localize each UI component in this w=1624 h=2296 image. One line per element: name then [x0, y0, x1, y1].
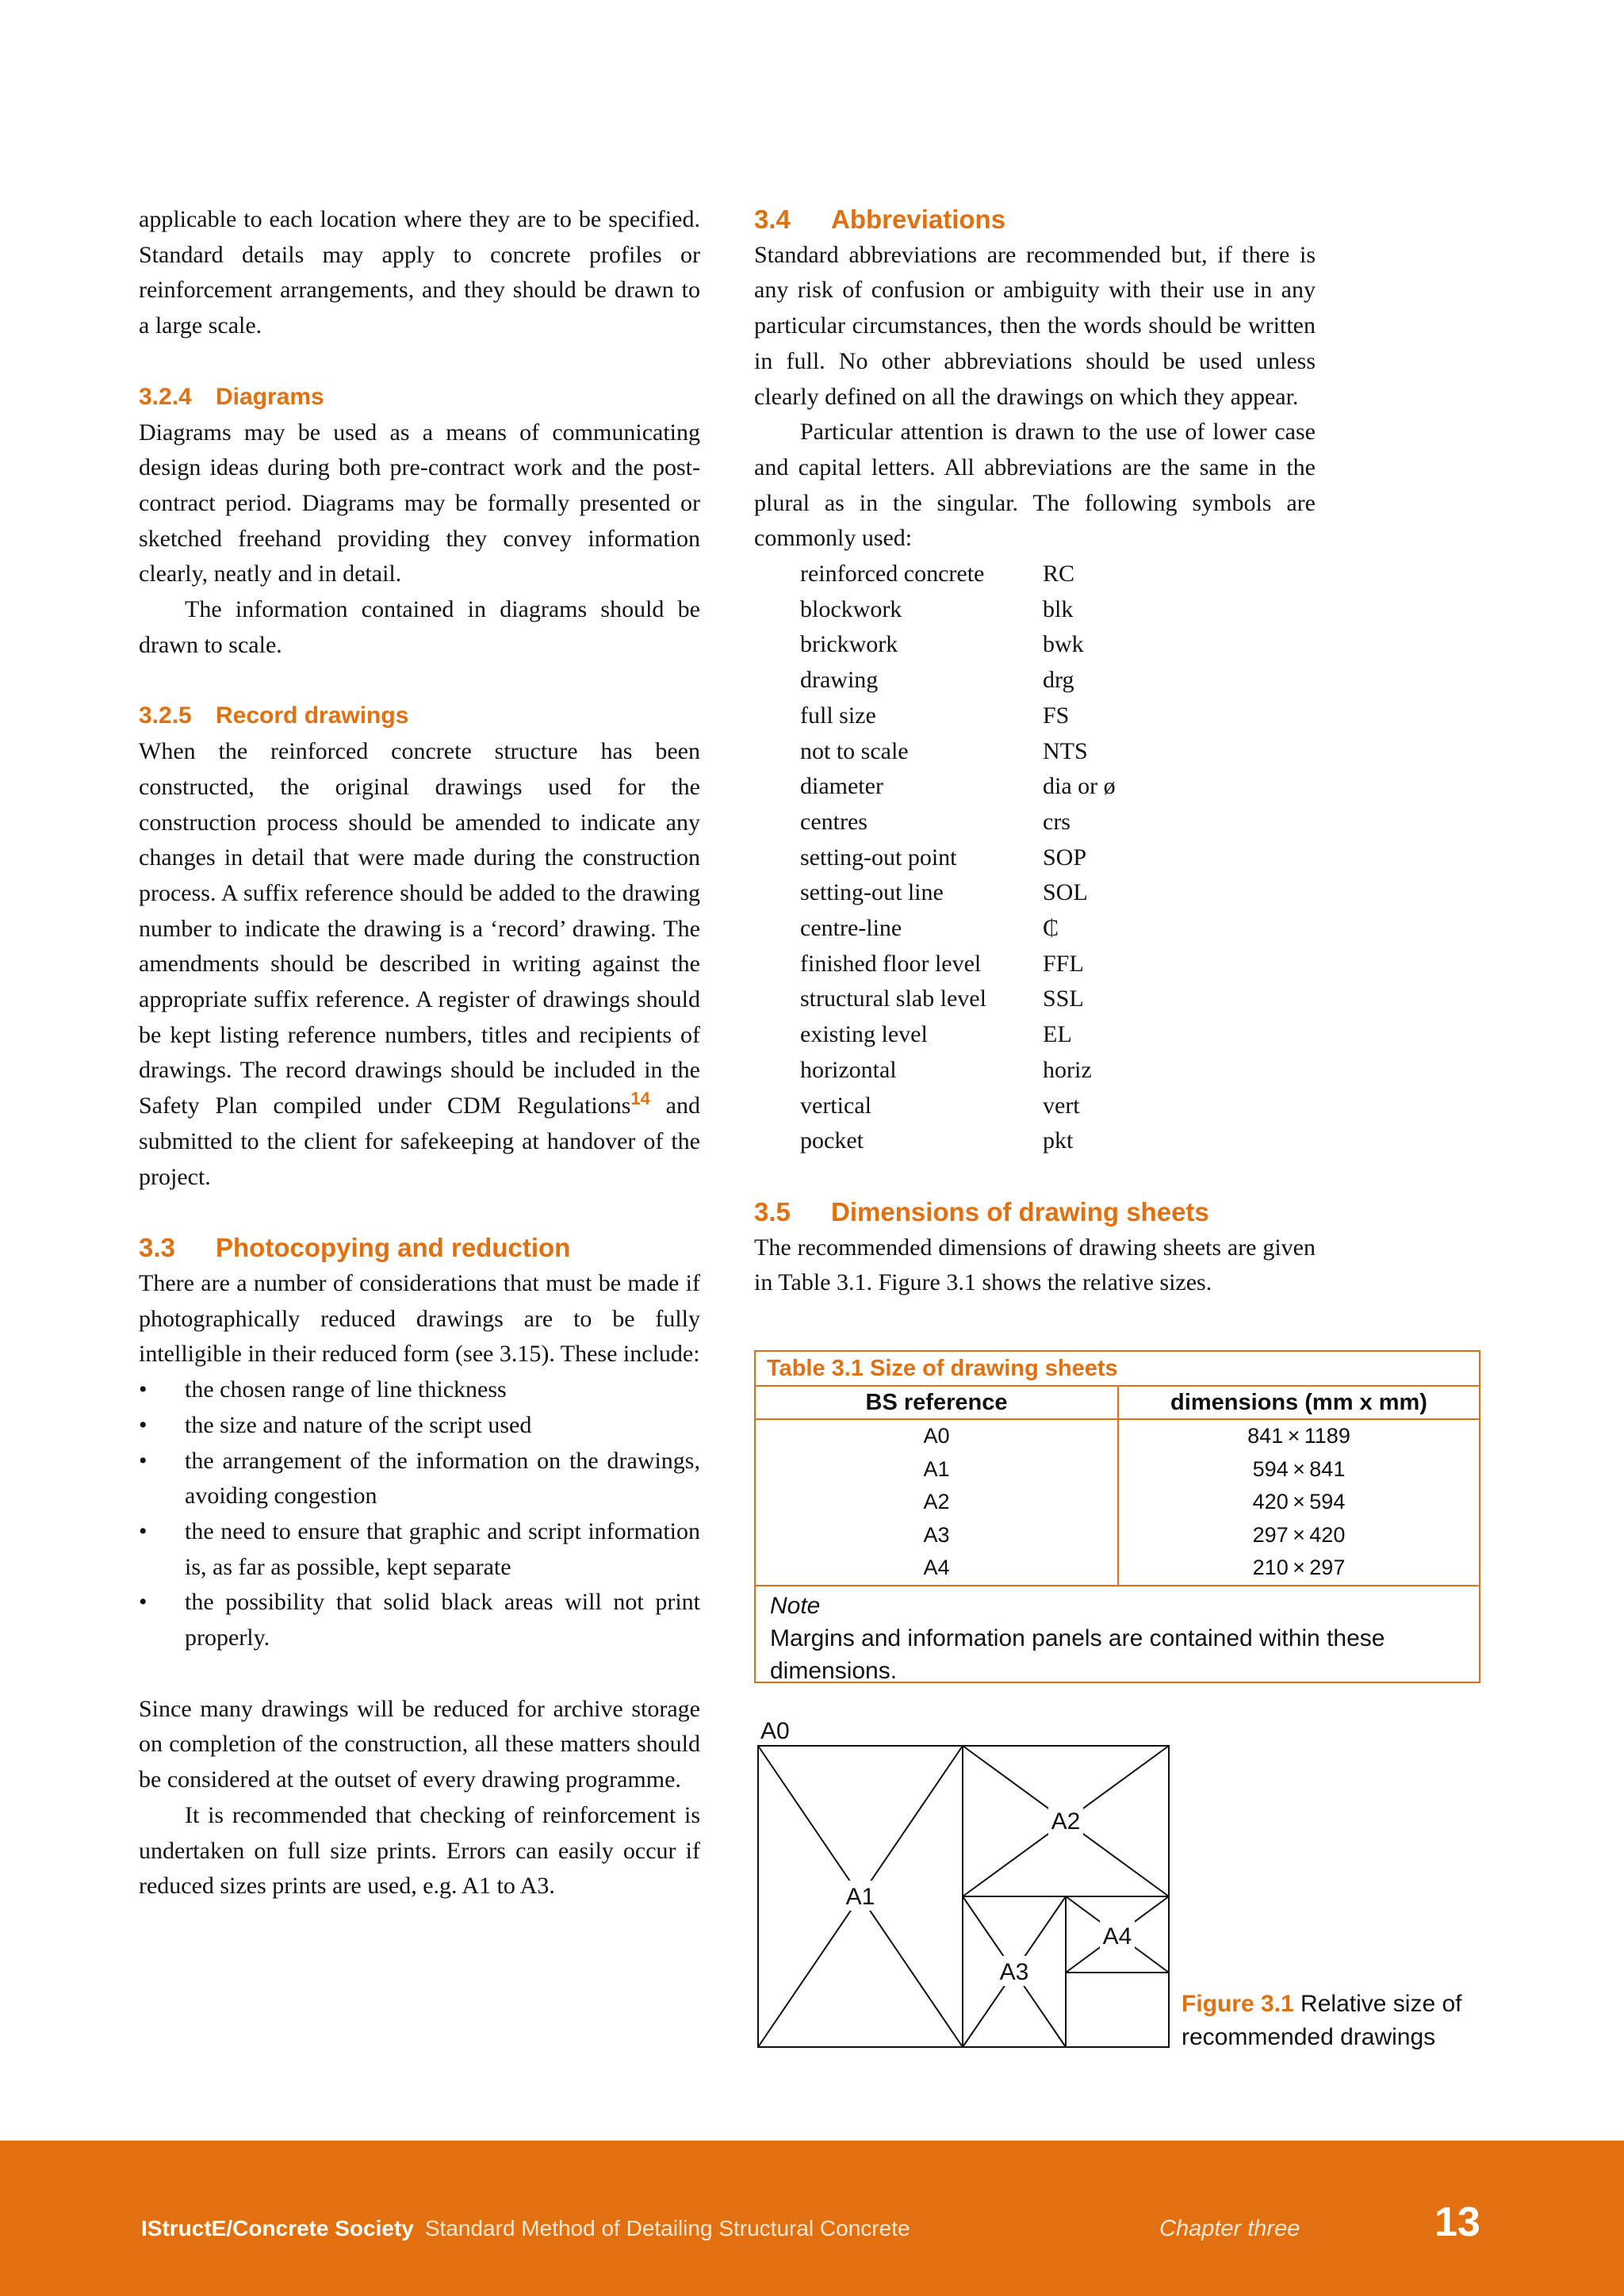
abbreviation-value: bwk — [1043, 631, 1084, 658]
abbreviation-row — [754, 557, 1316, 592]
abbreviation-value: horiz — [1043, 1056, 1092, 1083]
photocopying-paragraph-3: It is recommended that checking of reinforcement is undertaken on full size prints. Errors can easily occur if reduced sizes prints are used, e.g. A1 to A3. — [139, 1801, 700, 1900]
drawing-sheet-size-table — [754, 1350, 1480, 1683]
abbreviation-row — [754, 627, 1316, 663]
abbreviation-term: brickwork — [800, 631, 898, 658]
abbreviation-value: EL — [1043, 1021, 1072, 1048]
diagrams-paragraph-1: Diagrams may be used as a means of communicating design ideas during both pre-contract work and the post-contract period. Diagrams may be formally presented or sketched freehand providing they convey information clearly, neatly and in detail. — [139, 419, 700, 587]
a2-label: A2 — [1051, 1808, 1081, 1835]
abbreviation-value: pkt — [1043, 1127, 1074, 1154]
centre-line-icon: ₵ — [1043, 915, 1059, 942]
section-3-4-heading — [754, 202, 1316, 238]
abbreviation-term: pocket — [800, 1127, 864, 1154]
table-title: Table 3.1 Size of drawing sheets — [756, 1352, 1479, 1387]
footer-organisation: IStructE/Concrete Society — [141, 2216, 414, 2241]
list-item — [139, 1408, 700, 1444]
abbreviation-term: existing level — [800, 1021, 928, 1048]
abbreviation-term: blockwork — [800, 595, 902, 622]
table-cell: A4 — [923, 1556, 950, 1579]
list-item-text: the possibility that solid black areas will not print properly. — [185, 1589, 700, 1651]
bullet-icon: • — [139, 1589, 147, 1616]
abbreviation-term: drawing — [800, 667, 879, 694]
abbreviation-value: SOP — [1043, 844, 1087, 871]
abbreviation-row — [754, 947, 1316, 982]
section-3-2-4-heading — [139, 380, 700, 415]
diagrams-paragraph-2: The information contained in diagrams should be drawn to scale. — [139, 596, 700, 658]
table-note-text: Margins and information panels are contained within these dimensions. — [770, 1624, 1385, 1684]
abbreviation-value: blk — [1043, 595, 1074, 622]
section-3-5-heading — [754, 1195, 1316, 1230]
a0-label: A0 — [760, 1718, 790, 1744]
abbreviation-term: reinforced concrete — [800, 561, 985, 587]
abbreviations-paragraph-2: Particular attention is drawn to the use of lower case and capital letters. All abbreviations are the same in the plural as in the singular. The following symbols are commonly used: — [754, 419, 1316, 552]
record-drawings-text: When the reinforced concrete structure has been constructed, the original drawings used for the construction process should be amended to indicate any changes in detail that were made during the construction process. A suffix reference should be added to the drawing number to indicate the drawing is a ‘record’ drawing. The amendments should be described in writing against the appropriate suffix reference. A register of drawings should be kept listing reference numbers, titles and recipients of drawings. The record drawings should be included in the Safety Plan compiled under CDM Regulations — [139, 738, 700, 1119]
abbreviation-term: setting-out point — [800, 844, 957, 871]
footer-book-title: Standard Method of Detailing Structural Concrete — [424, 2216, 910, 2241]
dimensions-paragraph: The recommended dimensions of drawing sheets are given in Table 3.1. Figure 3.1 shows the relative sizes. — [754, 1234, 1316, 1296]
table-note — [756, 1586, 1479, 1687]
intro-paragraph: applicable to each location where they are to be specified. Standard details may apply to concrete profiles or reinforcement arrangements, and they should be drawn to a large scale. — [139, 206, 700, 339]
abbreviation-value: dia or ø — [1043, 773, 1116, 800]
table-cell: 841 × 1189 — [1247, 1424, 1350, 1448]
abbreviation-value: vert — [1043, 1092, 1080, 1119]
section-title: Record drawings — [216, 702, 409, 729]
abbreviation-value: SOL — [1043, 879, 1088, 906]
list-item-text: the chosen range of line thickness — [185, 1376, 507, 1403]
abbreviation-row — [754, 1017, 1316, 1053]
list-item-text: the arrangement of the information on the drawings, avoiding congestion — [185, 1447, 700, 1510]
table-header: dimensions (mm x mm) — [1119, 1387, 1479, 1420]
bullet-icon: • — [139, 1376, 147, 1403]
abbreviation-row — [754, 1053, 1316, 1089]
abbreviation-row — [754, 911, 1316, 947]
drawing-sizes-figure — [754, 1712, 1174, 2055]
abbreviation-term: finished floor level — [800, 950, 982, 977]
table-cell: A0 — [923, 1424, 950, 1448]
photocopying-paragraph-1: There are a number of considerations that must be made if photographically reduced drawings are to be fully intelligible in their reduced form (see 3.15). These include: — [139, 1269, 700, 1368]
abbreviation-row — [754, 1123, 1316, 1159]
abbreviation-term: diameter — [800, 773, 883, 800]
abbreviation-row — [754, 875, 1316, 911]
table-cell: A2 — [923, 1490, 950, 1513]
abbreviation-term: structural slab level — [800, 985, 986, 1012]
section-number: 3.2.5 — [139, 702, 192, 729]
abbreviation-value: crs — [1043, 808, 1071, 835]
table-grid — [756, 1387, 1479, 1586]
table-cell: 210 × 297 — [1252, 1556, 1346, 1579]
table-header: BS reference — [756, 1387, 1117, 1420]
abbreviation-value: SSL — [1043, 985, 1084, 1012]
list-item — [139, 1585, 700, 1655]
abbreviation-value: RC — [1043, 561, 1075, 587]
footer-publication — [141, 2216, 910, 2241]
record-drawings-paragraph — [139, 734, 700, 1195]
bullet-icon: • — [139, 1517, 147, 1544]
abbreviation-term: full size — [800, 702, 876, 729]
table-cell: 297 × 420 — [1252, 1522, 1346, 1547]
page-number: 13 — [1434, 2199, 1480, 2245]
abbreviation-term: centre-line — [800, 915, 902, 942]
list-item-text: the size and nature of the script used — [185, 1411, 532, 1438]
section-3-2-5-heading — [139, 698, 700, 734]
abbreviation-term: setting-out line — [800, 879, 944, 906]
list-item — [139, 1444, 700, 1514]
a1-label: A1 — [845, 1884, 875, 1910]
bullet-icon: • — [139, 1411, 147, 1438]
abbreviation-row — [754, 592, 1316, 628]
abbreviation-value: NTS — [1043, 737, 1088, 764]
abbreviation-term: not to scale — [800, 737, 909, 764]
table-cell: 594 × 841 — [1252, 1456, 1346, 1481]
photocopying-paragraph-2: Since many drawings will be reduced for archive storage on completion of the construction, all these matters should be considered at the outset of every drawing programme. — [139, 1695, 700, 1793]
table-cell: A1 — [923, 1456, 950, 1481]
considerations-list — [139, 1372, 700, 1656]
table-column-bs-reference — [756, 1387, 1119, 1585]
abbreviation-row — [754, 982, 1316, 1017]
table-column-dimensions — [1119, 1387, 1479, 1585]
section-3-3-heading — [139, 1230, 700, 1266]
abbreviation-value: FFL — [1043, 950, 1084, 977]
abbreviation-row — [754, 769, 1316, 805]
abbreviation-term: horizontal — [800, 1056, 897, 1083]
abbreviation-term: vertical — [800, 1092, 871, 1119]
section-title: Dimensions of drawing sheets — [831, 1196, 1209, 1226]
abbreviation-row — [754, 663, 1316, 698]
abbreviation-row — [754, 805, 1316, 840]
figure-label: Figure 3.1 — [1182, 1991, 1294, 2017]
list-item-text: the need to ensure that graphic and script information is, as far as possible, kept separate — [185, 1517, 700, 1580]
section-title: Abbreviations — [831, 205, 1006, 234]
abbreviation-row — [754, 1089, 1316, 1124]
reference-superscript: 14 — [630, 1089, 650, 1109]
section-number: 3.2.4 — [139, 383, 192, 410]
a3-label: A3 — [999, 1959, 1029, 1985]
abbreviation-list — [754, 557, 1316, 1159]
section-number: 3.3 — [139, 1233, 175, 1263]
left-column — [139, 202, 700, 1904]
list-item — [139, 1514, 700, 1585]
abbreviation-row — [754, 840, 1316, 876]
abbreviation-value: drg — [1043, 667, 1074, 694]
list-item — [139, 1372, 700, 1408]
footer-chapter: Chapter three — [1159, 2216, 1300, 2241]
right-column — [754, 202, 1316, 1301]
figure-caption-text: Relative size of recommended drawings — [1182, 1991, 1462, 2050]
a4-label: A4 — [1102, 1923, 1132, 1950]
bullet-icon: • — [139, 1447, 147, 1474]
section-number: 3.5 — [754, 1196, 791, 1226]
table-cell: 420 × 594 — [1252, 1490, 1346, 1513]
figure-caption — [1182, 1988, 1483, 2054]
table-note-heading: Note — [770, 1592, 821, 1619]
record-drawings-text-end: and submitted to the client for safekeeping at handover of the project. — [139, 1093, 700, 1190]
section-title: Diagrams — [216, 383, 324, 410]
abbreviation-row — [754, 734, 1316, 770]
abbreviation-row — [754, 698, 1316, 734]
section-title: Photocopying and reduction — [216, 1233, 571, 1263]
abbreviation-term: centres — [800, 808, 868, 835]
abbreviation-value: FS — [1043, 702, 1070, 729]
table-cell: A3 — [923, 1522, 950, 1547]
abbreviations-paragraph-1: Standard abbreviations are recommended but, if there is any risk of confusion or ambiguity with their use in any particular circumstances, then the words should be written in full. No other abbreviations should be used unless clearly defined on all the drawings on which they appear. — [754, 241, 1316, 410]
section-number: 3.4 — [754, 205, 791, 234]
